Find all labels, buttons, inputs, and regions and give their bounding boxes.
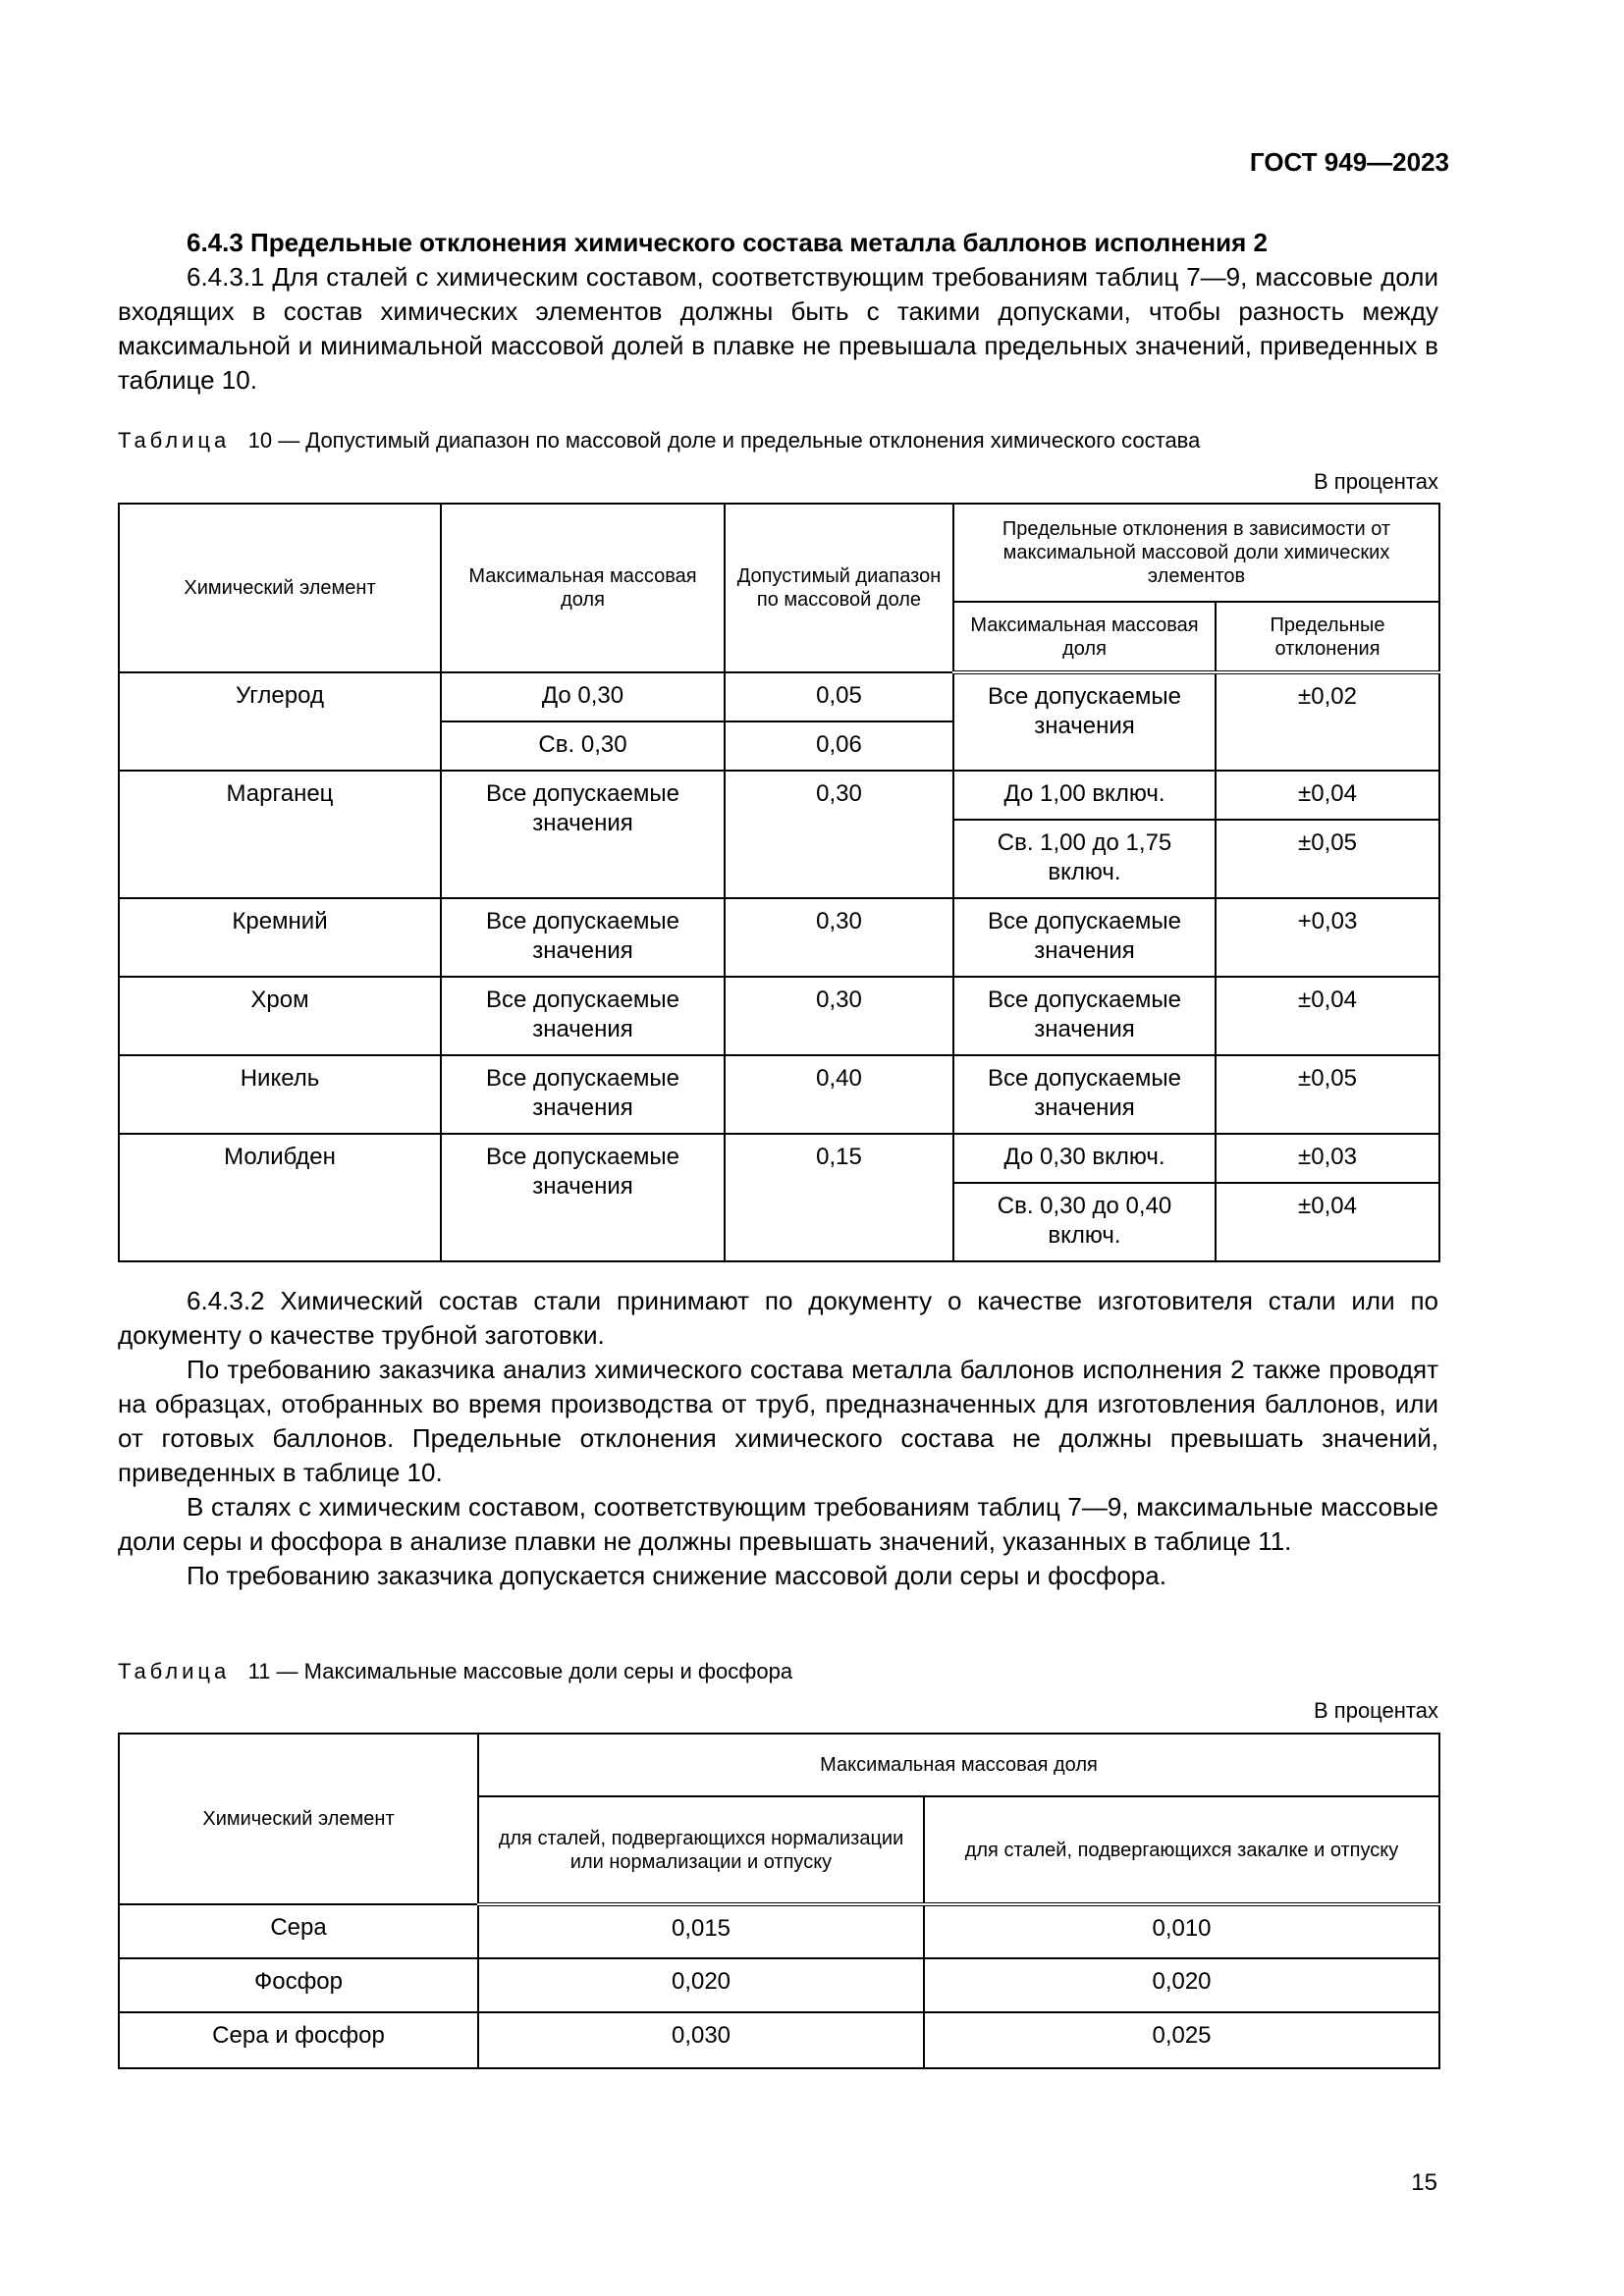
table-10 bbox=[118, 503, 1440, 1262]
table-cell-element: Марганец bbox=[119, 771, 441, 898]
table-10-header-row-1 bbox=[119, 504, 1439, 602]
table-cell-dev-max: Св. 1,00 до 1,75 включ. bbox=[953, 820, 1216, 898]
table-11-header-row-1 bbox=[119, 1734, 1439, 1796]
table-cell-dev-max: Все допускаемые значения bbox=[953, 1055, 1216, 1134]
table-cell-value-2: 0,020 bbox=[924, 1958, 1439, 2012]
table-cell-element: Фосфор bbox=[119, 1958, 478, 2012]
section-6-4-3 bbox=[118, 226, 1438, 398]
table-cell-dev-limit: ±0,04 bbox=[1216, 1183, 1439, 1261]
paragraph-6-4-3-2: 6.4.3.2 Химический состав стали принимают по документу о качестве изготовителя стали или по документу о качестве трубной заготовки. bbox=[118, 1286, 1438, 1350]
table-row bbox=[119, 1904, 1439, 1958]
table-10-units: В процентах bbox=[1314, 469, 1438, 494]
table-cell-max: Все допускаемые значения bbox=[441, 977, 725, 1055]
table-10-header-dev-group: Предельные отклонения в зависимости от максимальной массовой доли химических элементов bbox=[953, 504, 1439, 602]
table-cell-dev-limit: +0,03 bbox=[1216, 898, 1439, 977]
paragraph-customer-analysis: По требованию заказчика анализ химического состава металла баллонов исполнения 2 также проводят на образцах, отобранных во время производства от труб, предназначенных для изготовления баллонов, или от готовых баллонов. Предельные отклонения химического состава не должны превышать значений, приведенных в таблице 10. bbox=[118, 1355, 1438, 1487]
table-11-header-col2: для сталей, подвергающихся закалке и отпуску bbox=[924, 1796, 1439, 1904]
table-cell-dev-max: До 0,30 включ. bbox=[953, 1134, 1216, 1183]
table-cell-dev-max: Все допускаемые значения bbox=[953, 898, 1216, 977]
table-cell-value-1: 0,015 bbox=[478, 1904, 924, 1958]
table-cell-dev-limit: ±0,04 bbox=[1216, 977, 1439, 1055]
table-row bbox=[119, 1055, 1439, 1134]
table-cell-range: 0,30 bbox=[725, 771, 953, 898]
table-cell-value-1: 0,020 bbox=[478, 1958, 924, 2012]
table-cell-max: Все допускаемые значения bbox=[441, 1055, 725, 1134]
table-row bbox=[119, 898, 1439, 977]
table-cell-max: Все допускаемые значения bbox=[441, 898, 725, 977]
table-row bbox=[119, 1958, 1439, 2012]
table-cell-element: Никель bbox=[119, 1055, 441, 1134]
table-cell-range: 0,40 bbox=[725, 1055, 953, 1134]
table-cell-element: Молибден bbox=[119, 1134, 441, 1261]
table-11-caption bbox=[118, 1659, 1438, 1684]
table-cell-dev-max: Св. 0,30 до 0,40 включ. bbox=[953, 1183, 1216, 1261]
table-cell-element: Углерод bbox=[119, 672, 441, 771]
table-cell-element: Хром bbox=[119, 977, 441, 1055]
table-cell-value-1: 0,030 bbox=[478, 2012, 924, 2068]
table-11-header-col1: для сталей, подвергающихся нормализации или нормализации и отпуску bbox=[478, 1796, 924, 1904]
table-11-caption-label: Таблица bbox=[118, 1659, 231, 1683]
table-10-caption-label: Таблица bbox=[118, 428, 231, 453]
table-cell-element: Кремний bbox=[119, 898, 441, 977]
table-11-units: В процентах bbox=[1314, 1698, 1438, 1723]
table-10-caption-text: 10 — Допустимый диапазон по массовой доле и предельные отклонения химического состава bbox=[247, 428, 1201, 453]
table-10-header-dev-limit: Предельные отклонения bbox=[1216, 602, 1439, 672]
table-10-caption bbox=[118, 428, 1438, 454]
table-11-caption-text: 11 — Максимальные массовые доли серы и фосфора bbox=[247, 1659, 793, 1683]
table-cell-dev-max: Все допускаемые значения bbox=[953, 672, 1216, 771]
table-row bbox=[119, 2012, 1439, 2068]
table-cell-range: 0,06 bbox=[725, 721, 953, 771]
section-6-4-3-2 bbox=[118, 1284, 1438, 1593]
table-cell-dev-max: Все допускаемые значения bbox=[953, 977, 1216, 1055]
table-10-header-dev-max: Максимальная массовая доля bbox=[953, 602, 1216, 672]
table-cell-value-2: 0,010 bbox=[924, 1904, 1439, 1958]
table-cell-dev-limit: ±0,04 bbox=[1216, 771, 1439, 820]
table-cell-max: До 0,30 bbox=[441, 672, 725, 721]
table-row bbox=[119, 672, 1439, 721]
table-cell-max: Все допускаемые значения bbox=[441, 771, 725, 898]
table-row bbox=[119, 977, 1439, 1055]
table-cell-element: Сера и фосфор bbox=[119, 2012, 478, 2068]
table-cell-range: 0,05 bbox=[725, 672, 953, 721]
section-heading: 6.4.3 Предельные отклонения химического состава металла баллонов исполнения 2 bbox=[187, 228, 1268, 257]
table-11 bbox=[118, 1733, 1440, 2069]
table-cell-range: 0,30 bbox=[725, 977, 953, 1055]
table-cell-dev-max: До 1,00 включ. bbox=[953, 771, 1216, 820]
table-cell-dev-limit: ±0,02 bbox=[1216, 672, 1439, 771]
table-11-header-element: Химический элемент bbox=[119, 1734, 478, 1904]
table-cell-range: 0,15 bbox=[725, 1134, 953, 1261]
table-10-header-range: Допустимый диапазон по массовой доле bbox=[725, 504, 953, 672]
standard-code: ГОСТ 949—2023 bbox=[1249, 147, 1449, 177]
table-cell-range: 0,30 bbox=[725, 898, 953, 977]
table-cell-max: Св. 0,30 bbox=[441, 721, 725, 771]
table-row bbox=[119, 1134, 1439, 1183]
paragraph-customer-reduction: По требованию заказчика допускается снижение массовой доли серы и фосфора. bbox=[187, 1561, 1166, 1590]
table-11-header-group: Максимальная массовая доля bbox=[478, 1734, 1439, 1796]
table-row bbox=[119, 771, 1439, 820]
table-cell-dev-limit: ±0,03 bbox=[1216, 1134, 1439, 1183]
page-number: 15 bbox=[1411, 2169, 1437, 2196]
table-cell-dev-limit: ±0,05 bbox=[1216, 820, 1439, 898]
table-10-header-element: Химический элемент bbox=[119, 504, 441, 672]
table-10-header-max: Максимальная массовая доля bbox=[441, 504, 725, 672]
table-cell-value-2: 0,025 bbox=[924, 2012, 1439, 2068]
paragraph-sulfur-phosphorus: В сталях с химическим составом, соответствующим требованиям таблиц 7—9, максимальные массовые доли серы и фосфора в анализе плавки не должны превышать значений, указанных в таблице 11. bbox=[118, 1492, 1438, 1556]
table-cell-dev-limit: ±0,05 bbox=[1216, 1055, 1439, 1134]
table-cell-max: Все допускаемые значения bbox=[441, 1134, 725, 1261]
paragraph-6-4-3-1: 6.4.3.1 Для сталей с химическим составом, соответствующим требованиям таблиц 7—9, массовые доли входящих в состав химических элементов должны быть с такими допусками, чтобы разность между максимальной и минимальной массовой долей в плавке не превышала предельных значений, приведенных в таблице 10. bbox=[118, 262, 1438, 395]
table-cell-element: Сера bbox=[119, 1904, 478, 1958]
